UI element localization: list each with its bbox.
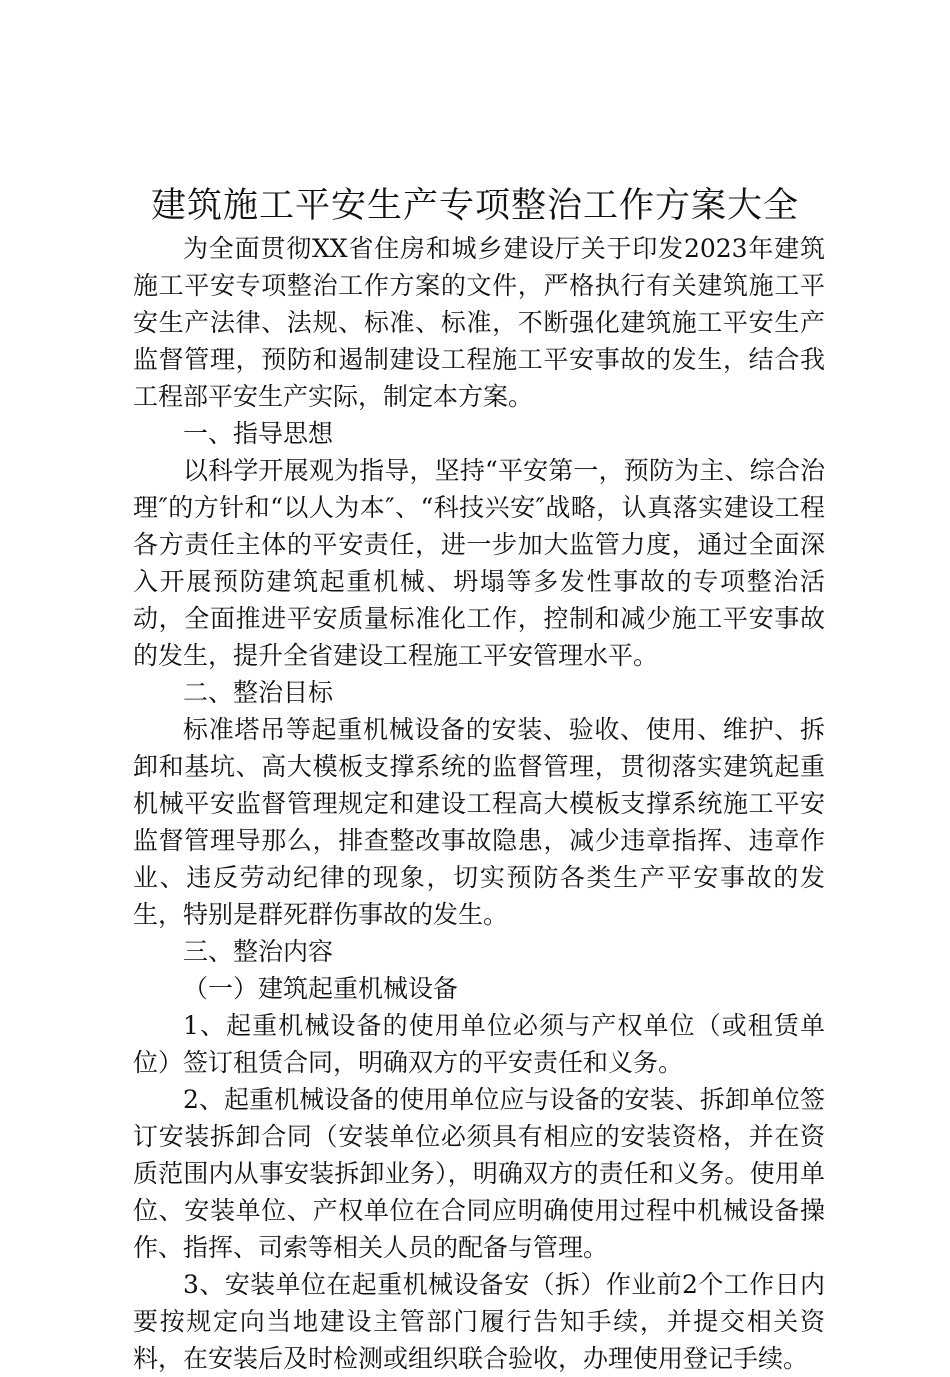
guiding-ideology-paragraph: 以科学开展观为指导，坚持“平安第一，预防为主、综合治理″的方针和“以人为本″、“科技兴安″战略，认真落实建设工程各方责任主体的平安责任，进一步加大监管力度，通过全面深入开展预防建筑起重机械、坍塌等多发性事故的专项整治活动，全面推进平安质量标准化工作，控制和减少施工平安事故的发生，提升全省建设工程施工平安管理水平。 bbox=[133, 456, 825, 670]
list-item-1: 1、起重机械设备的使用单位必须与产权单位（或租赁单位）签订租赁合同，明确双方的平安责任和义务。 bbox=[133, 1011, 825, 1077]
intro-paragraph: 为全面贯彻XX省住房和城乡建设厅关于印发2023年建筑施工平安专项整治工作方案的文件，严格执行有关建筑施工平安生产法律、法规、标准、标准，不断强化建筑施工平安生产监督管理，预防和遏制建设工程施工平安事故的发生，结合我工程部平安生产实际，制定本方案。 bbox=[133, 234, 825, 411]
subsection-heading-lifting-machinery: （一）建筑起重机械设备 bbox=[183, 974, 459, 1003]
list-item-3: 3、安装单位在起重机械设备安（拆）作业前2个工作日内要按规定向当地建设主管部门履行告知手续，并提交相关资料，在安装后及时检测或组织联合验收，办理使用登记手续。 bbox=[133, 1270, 825, 1373]
goals-paragraph: 标准塔吊等起重机械设备的安装、验收、使用、维护、拆卸和基坑、高大模板支撑系统的监督管理，贯彻落实建筑起重机械平安监督管理规定和建设工程高大模板支撑系统施工平安监督管理导那么，排查整改事故隐患，减少违章指挥、违章作业、违反劳动纪律的现象，切实预防各类生产平安事故的发生，特别是群死群伤事故的发生。 bbox=[133, 715, 825, 929]
list-item-2: 2、起重机械设备的使用单位应与设备的安装、拆卸单位签订安装拆卸合同（安装单位必须具有相应的安装资格，并在资质范围内从事安装拆卸业务），明确双方的责任和义务。使用单位、安装单位、产权单位在合同应明确使用过程中机械设备操作、指挥、司索等相关人员的配备与管理。 bbox=[133, 1085, 825, 1262]
section-heading-guiding-ideology: 一、指导思想 bbox=[183, 419, 334, 448]
section-heading-content: 三、整治内容 bbox=[183, 937, 334, 966]
document-body bbox=[133, 230, 825, 1377]
document-title: 建筑施工平安生产专项整治工作方案大全 bbox=[150, 186, 799, 226]
section-heading-goals: 二、整治目标 bbox=[183, 678, 334, 707]
